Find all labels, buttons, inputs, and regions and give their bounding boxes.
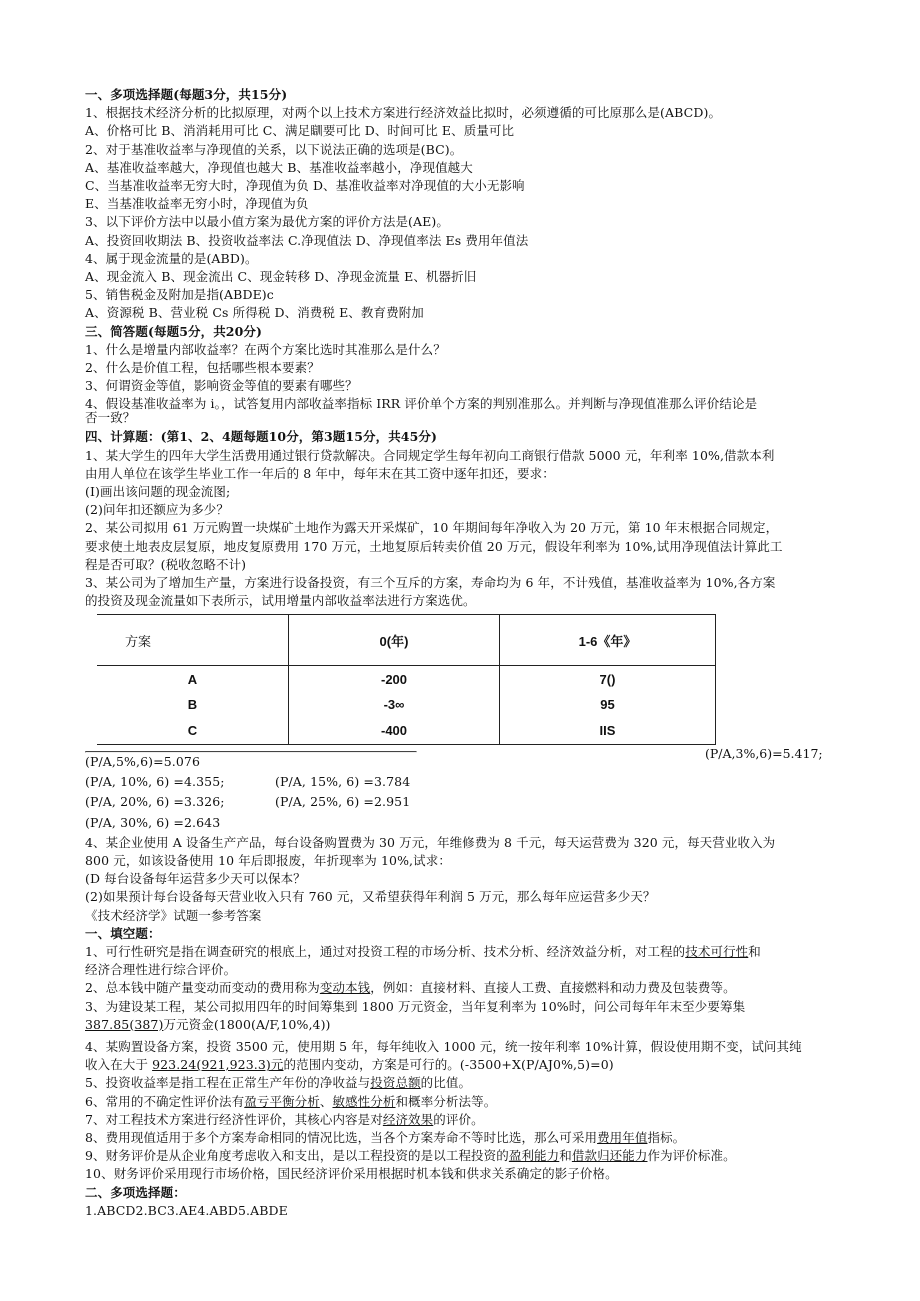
- answer-9: [85, 1147, 835, 1165]
- s3-q2-line3: 程是否可取？(税收忽略不计): [85, 556, 247, 572]
- s1-line: A、价格可比 B、消消耗用可比 C、满足瞓要可比 D、时间可比 E、质量可比: [85, 123, 515, 139]
- pa-factor-3pct: (P∕A,3%,6)=5.417;: [705, 746, 823, 761]
- table-cell: B: [187, 696, 198, 712]
- answer-1-line2: 经济合理性进行综合评价。: [85, 962, 237, 978]
- s3-q1-a: (I)画出该问题的现金流图;: [85, 484, 231, 500]
- answer-10: 10、财务评价采用现行市场价格，国民经济评价采用根据时机本钱和供求关系确定的影子价格。: [85, 1166, 618, 1182]
- table-cell: -200: [289, 666, 500, 693]
- s2-line: 2、什么是价值工程，包括哪些根本要素？: [85, 360, 320, 376]
- text: 2、总本钱中随产量变动而变动的费用称为: [85, 980, 320, 996]
- text: 9、财务评价是从企业角度考虑收入和支出，是以工程投资的是以工程投资的: [85, 1148, 509, 1164]
- text: 收入在大于: [85, 1057, 153, 1073]
- table-row: [97, 716, 716, 745]
- s1-line: A、投资回收期法 B、投资收益率法 C.净现值法 D、净现值率法 Es 费用年值法: [85, 232, 529, 248]
- underlined-answer: 技术可行性: [685, 943, 749, 959]
- s1-line: A、基准收益率越大，净现值也越大 B、基准收益率越小，净现值越大: [85, 159, 473, 175]
- text: 的评价。: [433, 1111, 484, 1127]
- table-cell: -400: [289, 716, 500, 745]
- table-cell: 95: [500, 692, 716, 716]
- underlined-answer: 借款归还能力: [571, 1148, 648, 1164]
- s3-q4-line2: 800 元，如该设备使用 10 年后即报废，年折现率为 10%,试求：: [85, 852, 451, 868]
- s1-line: A、资源税 B、营业税 Cs 所得税 D、消费税 E、教育费附加: [85, 305, 424, 321]
- table-cell: IIS: [500, 716, 716, 745]
- text: ，例如：直接材料、直接人工费、直接燃料和动力费及包装费等。: [370, 980, 736, 996]
- text: 的范围内变动，方案是可行的。(-3500+X(P∕AJ0%,5)=0): [283, 1057, 614, 1073]
- underlined-answer: 变动本钱: [319, 980, 371, 996]
- underlined-answer: 经济效果: [382, 1111, 434, 1127]
- s3-q2-line1: 2、某公司拟用 61 万元购置一块煤矿土地作为露天开采煤矿，10 年期间每年净收入为 20 万元，第 10 年末根据合同规定，: [85, 520, 779, 536]
- s1-line: 1、根据技术经济分析的比拟原理，对两个以上技术方案进行经济效益比拟时，必须遵循的可比原那么是(ABCD)。: [85, 105, 722, 121]
- section2-heading: 三、简答题(每题5分，共20分): [85, 323, 263, 339]
- s3-q3-line1: 3、某公司为了增加生产量，方案进行设备投资，有三个互斥的方案，寿命均为 6 年，不计残值，基准收益率为 10%,各方案: [85, 575, 776, 591]
- answer-1: [85, 943, 835, 961]
- table-row: [97, 692, 716, 716]
- pa-factor: (P/A, 25%, 6) =2.951: [275, 793, 411, 809]
- section1-heading: 一、多项选择题(每题3分，共15分): [85, 87, 288, 102]
- pa-row: [85, 772, 835, 792]
- text: 和: [559, 1148, 572, 1164]
- pa-factor-30pct: (P/A, 30%, 6) =2.643: [85, 814, 221, 830]
- text: 的比值。: [420, 1075, 472, 1091]
- s2-q4-line1: 4、假设基准收益率为 i。，试答复用内部收益率指标 IRR 评价单个方案的判别准那么。并判断与净现值准那么评价结论是: [85, 396, 758, 412]
- s2-line: 1、什么是增量内部收益率？在两个方案比选时其准那么是什么？: [85, 341, 446, 357]
- answer-4-line1: 4、某购置设备方案，投资 3500 元，使用期 5 年，每年纯收入 1000 元，统一按年利率 10%计算，假设使用期不变，试问其纯: [85, 1038, 802, 1054]
- s2-q4-line2: 否一致？: [85, 410, 136, 426]
- underlined-answer: 投资总额: [370, 1075, 421, 1091]
- pa-factor-5pct: (P/A,5%,6)=5.076: [85, 754, 200, 770]
- s3-q4-line1: 4、某企业使用 A 设备生产产品，每台设备购置费为 30 万元，年维修费为 8 千元，每天运营费为 320 元，每天营业收入为: [85, 834, 776, 850]
- text: 6、常用的不确定性评价法有: [85, 1093, 245, 1109]
- answer-2: [85, 979, 835, 997]
- text: 和概率分析法等。: [395, 1093, 497, 1109]
- answer-4-line2: [85, 1056, 835, 1074]
- table-cell: -3∞: [289, 692, 500, 716]
- table-header-cell: 0(年): [289, 615, 500, 666]
- mc-answers: 1.ABCD2.BC3.AE4.ABD5.ABDE: [85, 1202, 288, 1218]
- s1-line: 3、以下评价方法中以最小值方案为最优方案的评价方法是(AE)。: [85, 214, 449, 230]
- answer-3-line2: [85, 1016, 835, 1034]
- underlined-answer: 盈利能力: [508, 1148, 560, 1164]
- underlined-answer: 费用年值: [597, 1129, 648, 1145]
- table-header-cell: 方案: [97, 615, 289, 666]
- text: 8、费用现值适用于多个方案寿命相同的情况比选，当各个方案寿命不等时比选，那么可采用: [85, 1129, 598, 1145]
- text: 5、投资收益率是指工程在正常生产年份的净收益与: [85, 1075, 371, 1091]
- answer-7: [85, 1111, 835, 1129]
- text: 和: [748, 943, 761, 959]
- answer-5: [85, 1074, 835, 1092]
- answer-8: [85, 1129, 835, 1147]
- s1-line: 4、属于现金流量的是(ABD)。: [85, 250, 258, 266]
- s1-line: E、当基准收益率无穷小时，净现值为负: [85, 196, 309, 212]
- answer-3-line1: 3、为建设某工程，某公司拟用四年的时间筹集到 1800 万元资金，当年复利率为 10%时，问公司每年年末至少要筹集: [85, 998, 746, 1014]
- s3-q2-line2: 要求使土地表皮层复原，地皮复原费用 170 万元，土地复原后转卖价值 20 万元，假设年利率为 10%,试用净现值法计算此工: [85, 538, 783, 554]
- s1-line: 2、对于基准收益率与净现值的关系，以下说法正确的选项是(BC)。: [85, 141, 463, 157]
- s3-q1-line1: 1、某大学生的四年大学生活费用通过银行贷款解决。合同规定学生每年初向工商银行借款 5000 元，年利率 10%,借款本利: [85, 447, 775, 463]
- table-cell: A: [97, 666, 289, 693]
- text: 作为评价标准。: [647, 1148, 736, 1164]
- s3-q4-b: (2)如果预计每台设备每天营业收入只有 760 元，又希望获得年利润 5 万元，那么每年应运营多少天？: [85, 889, 656, 905]
- answer-6: [85, 1093, 835, 1111]
- text: 万元资金(1800(A/F,10%,4)): [163, 1016, 331, 1032]
- table-header-cell: 1-6《年》: [500, 615, 716, 666]
- text: 指标。: [647, 1129, 686, 1145]
- cashflow-table: [97, 614, 716, 745]
- s1-line: C、当基准收益率无穷大时，净现值为负 D、基准收益率对净现值的大小无影响: [85, 178, 525, 194]
- table-cell: 7(): [500, 666, 716, 693]
- pa-factor: (P/A, 15%, 6) =3.784: [275, 773, 411, 789]
- pa-factor: (P/A, 20%, 6) =3.326;: [85, 793, 225, 809]
- table-header-row: [97, 615, 716, 666]
- mc-heading: 二、多项选择题：: [85, 1184, 186, 1200]
- pa-factor: (P/A, 10%, 6) =4.355;: [85, 773, 225, 789]
- text: 、: [319, 1093, 333, 1109]
- table-row: [97, 666, 716, 693]
- answers-title: 《技术经济学》试题一参考答案: [85, 907, 262, 923]
- s2-line: 3、何谓资金等值，影响资金等值的要素有哪些？: [85, 378, 358, 394]
- underlined-answer: 盈亏平衡分析: [244, 1093, 320, 1109]
- underlined-answer: 敏感性分析: [332, 1093, 396, 1109]
- section3-heading: 四、计算题：(第1、2、4题每题10分，第3题15分，共45分): [85, 429, 438, 445]
- s3-q4-a: (D 每台设备每年运营多少天可以保本？: [85, 871, 306, 887]
- document-page: [85, 86, 835, 1220]
- fill-heading: 一、填空题：: [85, 925, 161, 941]
- s3-q1-b: (2)问年扣还额应为多少？: [85, 502, 230, 518]
- table-cell: C: [97, 716, 289, 745]
- s1-line: A、现金流入 B、现金流出 C、现金转移 D、净现金流量 E、机器折旧: [85, 269, 477, 285]
- pa-row: [85, 792, 835, 812]
- text: 7、对工程技术方案进行经济性评价，其核心内容是对: [85, 1111, 383, 1127]
- text: 1、可行性研究是指在调查研究的根底上，通过对投资工程的市场分析、技术分析、经济效益分析，对工程的: [85, 943, 686, 959]
- s3-q3-line2: 的投资及现金流量如下表所示，试用增量内部收益率法进行方案选优。: [85, 593, 476, 609]
- s1-line: 5、销售税金及附加是指(ABDE)c: [85, 287, 274, 303]
- s3-q1-line2: 由用人单位在该学生毕业工作一年后的 8 年中，每年末在其工资中逐年扣还，要求：: [85, 465, 555, 481]
- underlined-answer: 387.85(387): [85, 1016, 164, 1032]
- underlined-answer: 923.24(921,923.3)元: [152, 1057, 284, 1073]
